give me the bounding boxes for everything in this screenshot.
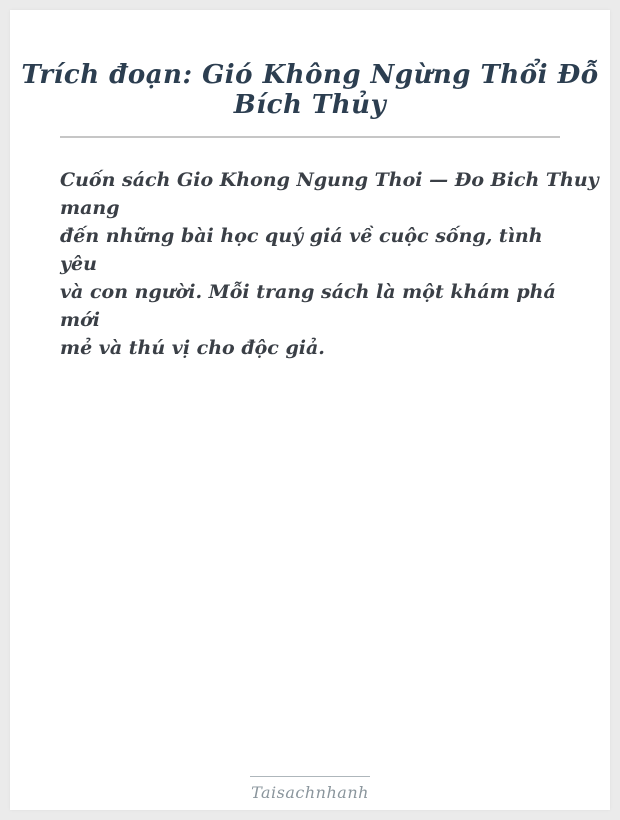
site-name: Taisachnhanh <box>251 783 369 802</box>
excerpt-line-1: Cuốn sách Gio Khong Ngung Thoi — Đo Bich Thuy <box>60 169 599 191</box>
excerpt-line-2: mang <box>60 197 120 219</box>
page-title: Trích đoạn: Gió Không Ngừng Thổi Đỗ Bích Thủy <box>21 60 599 120</box>
title-divider <box>60 136 560 138</box>
page-footer <box>10 776 610 802</box>
excerpt-line-7: mẻ và thú vị cho độc giả. <box>60 337 325 359</box>
footer-divider <box>250 776 370 777</box>
excerpt-line-5: và con người. Mỗi trang sách là một khám phá <box>60 281 556 303</box>
excerpt-body <box>10 166 610 362</box>
excerpt-line-6: mới <box>60 309 100 331</box>
document-page <box>10 10 610 810</box>
excerpt-line-4: yêu <box>60 253 97 275</box>
excerpt-line-3: đến những bài học quý giá về cuộc sống, tình <box>60 225 543 247</box>
